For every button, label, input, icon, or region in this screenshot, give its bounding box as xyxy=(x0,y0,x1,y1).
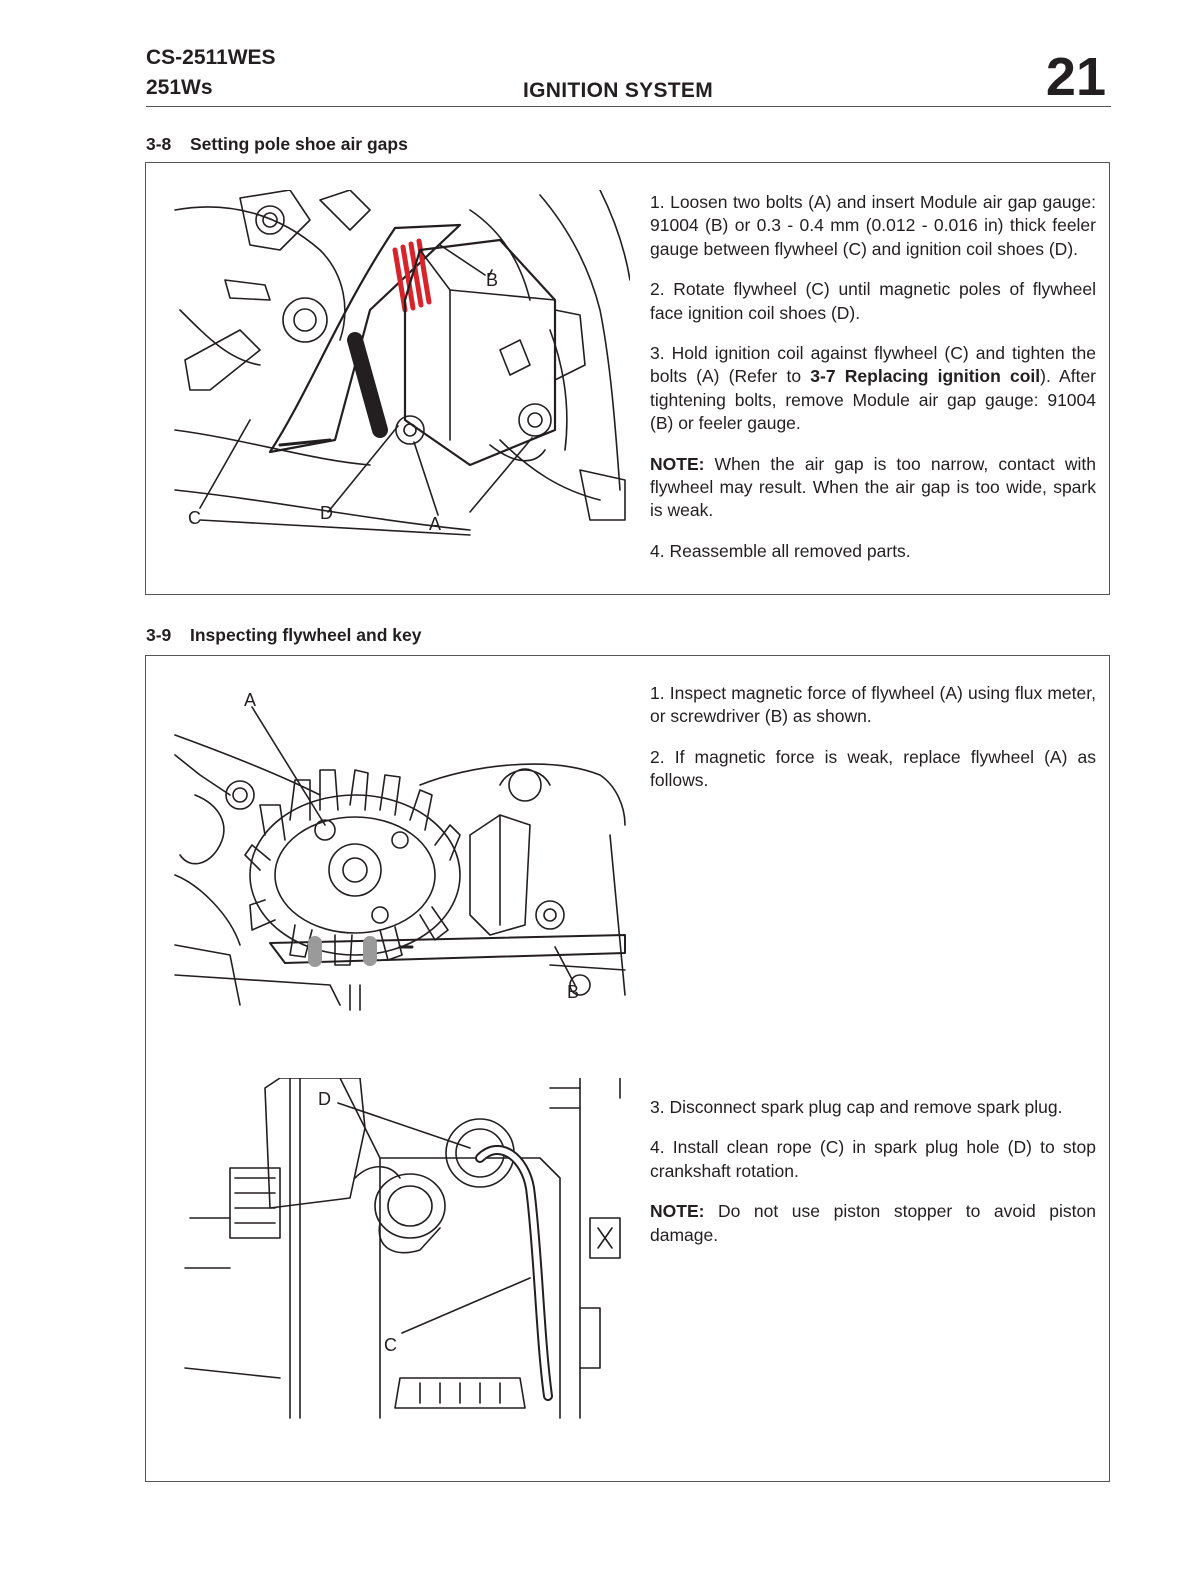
callout-a: A xyxy=(244,690,257,710)
step-1: 1. Loosen two bolts (A) and insert Module air gap gauge: 91004 (B) or 0.3 - 0.4 mm (0.012 - 0.016 in) thick feeler gauge between flywheel (C) and ignition coil shoes (D). xyxy=(650,192,1096,259)
model-number: CS-2511WES xyxy=(146,46,276,69)
section-number: 3-8 xyxy=(146,134,172,154)
step-3: 3. Hold ignition coil against flywheel (C) and tighten the bolts (A) (Refer to 3-7 Replacing ignition coil). After tightening bolts, remove Module air gap gauge: 91004 (B) or feeler gauge. xyxy=(650,343,1096,434)
callout-d: D xyxy=(318,1089,331,1109)
figure-rope-in-spark-plug-hole xyxy=(180,1078,630,1423)
instructions-3-9-part2 xyxy=(650,1096,1096,1264)
callout-d: D xyxy=(320,503,333,523)
model-variant: 251Ws xyxy=(146,76,213,99)
note-label: NOTE: xyxy=(650,1201,705,1222)
callout-a: A xyxy=(429,514,442,534)
step-2: 2. Rotate flywheel (C) until magnetic poles of flywheel face ignition coil shoes (D). xyxy=(650,279,1096,323)
section-heading-3-9 xyxy=(146,625,421,646)
page-number: 21 xyxy=(1045,47,1106,107)
figure-ignition-coil-air-gap xyxy=(170,190,630,540)
step-3: 3. Disconnect spark plug cap and remove spark plug. xyxy=(650,1097,1063,1117)
step-1: 1. Inspect magnetic force of flywheel (A) using flux meter, or screwdriver (B) as shown. xyxy=(650,683,1096,727)
instructions-3-8 xyxy=(650,191,1096,580)
note: NOTE: Do not use piston stopper to avoid piston damage. xyxy=(650,1201,1096,1245)
section-number: 3-9 xyxy=(146,625,172,645)
callout-c: C xyxy=(384,1335,397,1355)
section-title: Inspecting flywheel and key xyxy=(190,625,422,645)
step-4: 4. Install clean rope (C) in spark plug hole (D) to stop crankshaft rotation. xyxy=(650,1137,1096,1181)
step-2: 2. If magnetic force is weak, replace flywheel (A) as follows. xyxy=(650,746,1096,791)
cross-reference: 3-7 Replacing ignition coil xyxy=(810,366,1041,387)
note: NOTE: When the air gap is too narrow, contact with flywheel may result. When the air gap is too wide, spark is weak. xyxy=(650,453,1096,521)
chapter-title: IGNITION SYSTEM xyxy=(523,79,714,102)
callout-b: B xyxy=(486,270,499,290)
note-label: NOTE: xyxy=(650,453,705,474)
instructions-3-9-part1 xyxy=(650,682,1096,810)
header-divider xyxy=(146,106,1111,107)
section-heading-3-8 xyxy=(146,134,408,155)
step-4: 4. Reassemble all removed parts. xyxy=(650,540,911,561)
figure-flywheel-screwdriver xyxy=(170,685,630,1015)
callout-c: C xyxy=(188,508,201,528)
section-title: Setting pole shoe air gaps xyxy=(190,134,408,154)
callout-b: B xyxy=(567,982,580,1002)
